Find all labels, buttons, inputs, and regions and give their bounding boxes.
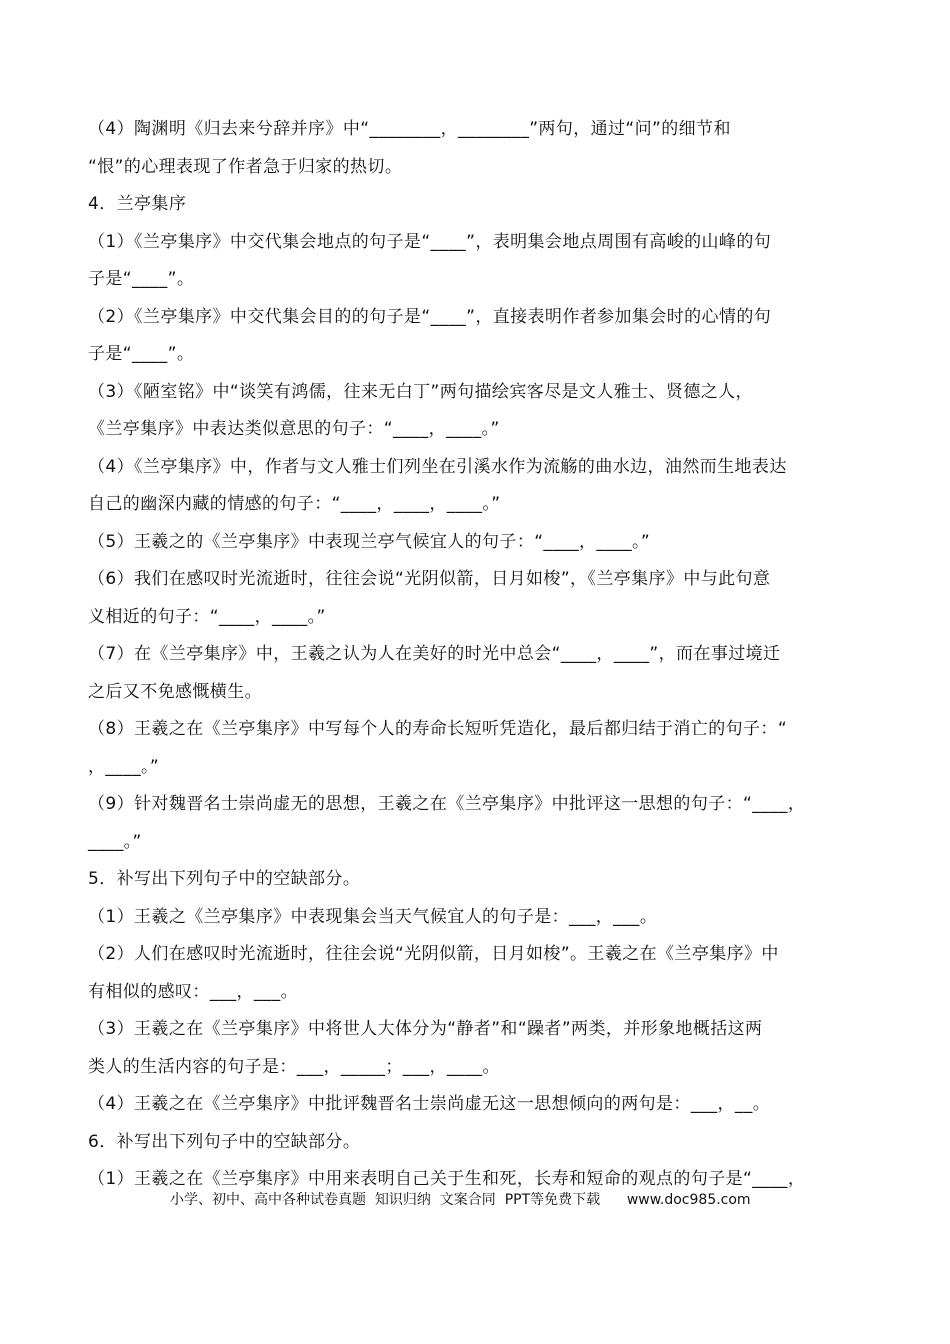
text-line: （4）《兰亭集序》中，作者与文人雅士们列坐在引溪水作为流觞的曲水边，油然而生地表达: [88, 456, 787, 477]
text-line: （2）人们在感叹时光流逝时，往往会说“光阴似箭，日月如梭”。王羲之在《兰亭集序》中: [88, 944, 779, 964]
text-line: （1）王羲之在《兰亭集序》中用来表明自己关于生和死，长寿和短命的观点的句子是“____，: [88, 1169, 806, 1189]
page-footer: 小学、初中、高中各种试卷真题 知识归纳 文案合同 PPT等免费下载 www.doc985.com: [170, 1192, 751, 1208]
text-line: （4）陶渊明《归去来兮辞并序》中“________，________”两句，通过“问”的细节和: [88, 119, 731, 139]
text-line: （7）在《兰亭集序》中，王羲之认为人在美好的时光中总会“____，____”，而在事过境迁: [88, 644, 781, 664]
text-line: （2）《兰亭集序》中交代集会目的的句子是“____”，直接表明作者参加集会时的心情的句: [88, 306, 772, 327]
text-line: 义相近的句子：“____，____。”: [88, 606, 326, 627]
text-line: ____。”: [88, 831, 142, 852]
text-line: 子是“____”。: [88, 269, 195, 289]
text-line: （6）我们在感叹时光流逝时，往往会说“光阴似箭，日月如梭”，《兰亭集序》中与此句意: [88, 569, 771, 589]
text-line: （1）《兰亭集序》中交代集会地点的句子是“____”，表明集会地点周围有高峻的山峰的句: [88, 231, 772, 252]
text-line: （5）王羲之的《兰亭集序》中表现兰亭气候宜人的句子：“____，____。”: [88, 531, 651, 552]
text-line: 子是“____”。: [88, 344, 195, 364]
text-line: 自己的幽深内藏的情感的句子：“____，____，____。”: [88, 494, 501, 514]
text-line: 有相似的感叹：___，___。: [88, 981, 298, 1002]
text-line: （9）针对魏晋名士崇尚虚无的思想，王羲之在《兰亭集序》中批评这一思想的句子：“____，: [88, 794, 806, 814]
section-heading: 5．补写出下列句子中的空缺部分。: [88, 869, 361, 889]
section-heading: 4．兰亭集序: [88, 194, 187, 214]
text-line: 之后又不免感慨横生。: [88, 681, 262, 702]
text-line: （3）《陋室铭》中“谈笑有鸿儒，往来无白丁”两句描绘宾客尽是文人雅士、贤德之人，: [88, 381, 753, 402]
document-body: [88, 111, 878, 1199]
text-line: “恨”的心理表现了作者急于归家的热切。: [88, 156, 403, 177]
text-line: 《兰亭集序》中表达类似意思的句子：“____，____。”: [88, 419, 500, 439]
text-line: （3）王羲之在《兰亭集序》中将世人大体分为“静者”和“躁者”两类，并形象地概括这两: [88, 1019, 763, 1039]
section-heading: 6．补写出下列句子中的空缺部分。: [88, 1131, 361, 1152]
text-line: （1）王羲之《兰亭集序》中表现集会当天气候宜人的句子是：___，___。: [88, 906, 658, 927]
text-line: （4）王羲之在《兰亭集序》中批评魏晋名士崇尚虚无这一思想倾向的两句是：___，__。: [88, 1094, 771, 1114]
text-line: ，____。”: [88, 756, 160, 777]
text-line: （8）王羲之在《兰亭集序》中写每个人的寿命长短听凭造化，最后都归结于消亡的句子：“: [88, 719, 788, 739]
text-line: 类人的生活内容的句子是：___，_____；___，____。: [88, 1056, 500, 1077]
